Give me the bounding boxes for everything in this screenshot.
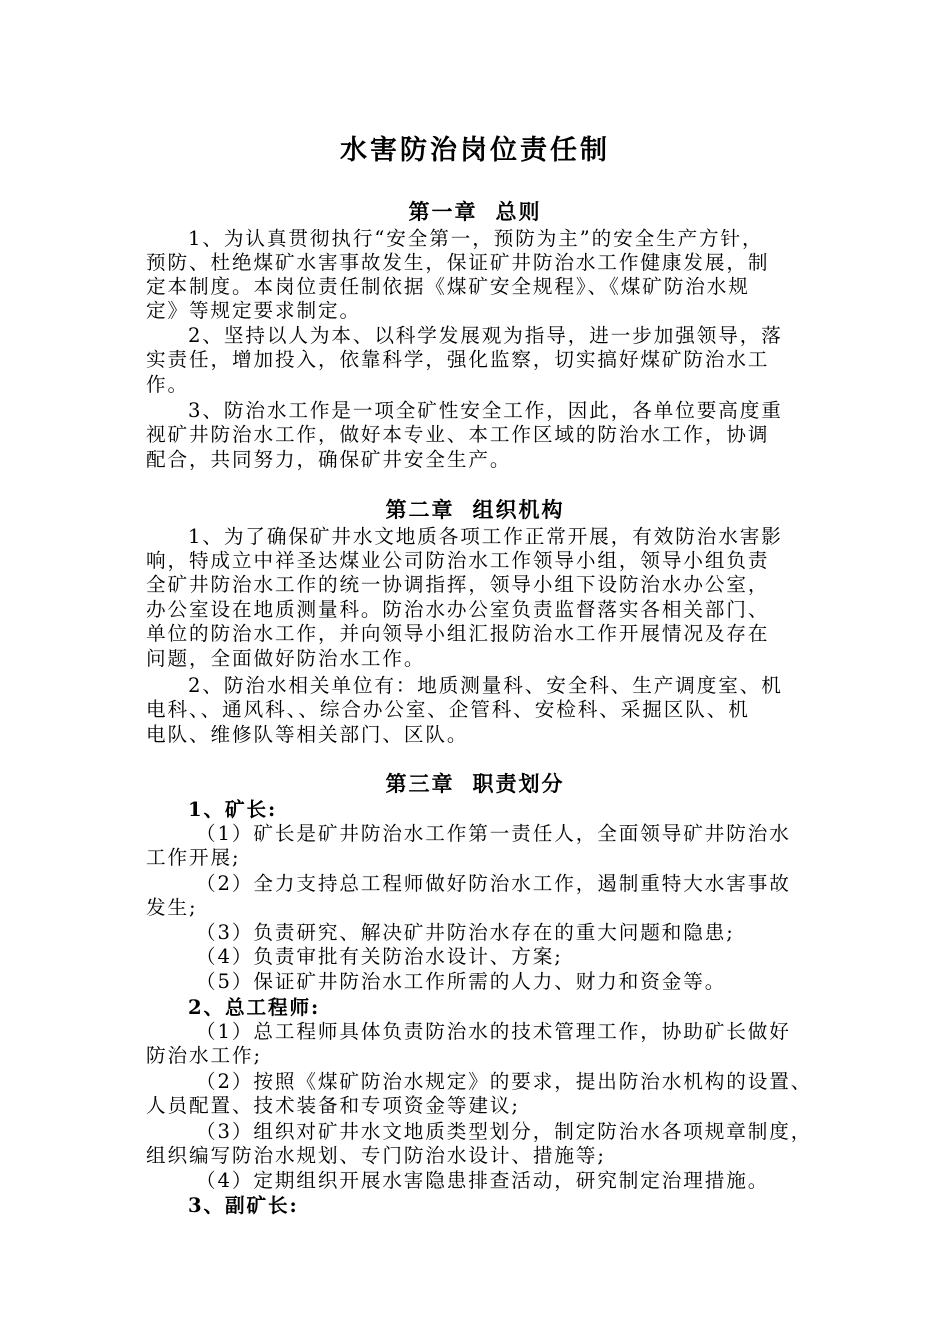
paragraph-line: （2）按照《煤矿防治水规定》的要求，提出防治水机构的设置、 bbox=[196, 1070, 813, 1093]
chapter-name: 职责划分 bbox=[472, 771, 565, 796]
chapter-number: 第一章 bbox=[408, 199, 478, 224]
paragraph-line: 实责任，增加投入，依靠科学，强化监察，切实搞好煤矿防治水工 bbox=[146, 348, 770, 371]
paragraph-line: （1）矿长是矿井防治水工作第一责任人，全面领导矿井防治水 bbox=[196, 822, 791, 845]
paragraph-line: 配合，共同努力，确保矿井安全生产。 bbox=[146, 448, 512, 471]
paragraph-line: 单位的防治水工作，并向领导小组汇报防治水工作开展情况及存在 bbox=[146, 622, 770, 645]
paragraph-line: 3、防治水工作是一项全矿性安全工作，因此，各单位要高度重 bbox=[188, 399, 783, 422]
paragraph-line: 响，特成立中祥圣达煤业公司防治水工作领导小组，领导小组负责 bbox=[146, 549, 770, 572]
paragraph-line: 电科、、通风科、、综合办公室、企管科、安检科、采掘区队、机 bbox=[146, 698, 750, 721]
paragraph-line: （1）总工程师具体负责防治水的技术管理工作，协助矿长做好 bbox=[196, 1020, 791, 1043]
paragraph-line: 1、为认真贯彻执行“安全第一，预防为主”的安全生产方针， bbox=[188, 227, 764, 250]
chapter-heading-2 bbox=[0, 497, 950, 523]
chapter-number: 第三章 bbox=[385, 771, 455, 796]
paragraph-line: 2、防治水相关单位有：地质测量科、安全科、生产调度室、机 bbox=[188, 674, 783, 697]
chapter-heading-1 bbox=[0, 199, 950, 225]
subsection-heading: 2、总工程师: bbox=[188, 996, 321, 1019]
paragraph-line: 组织编写防治水规划、专门防治水设计、措施等; bbox=[146, 1144, 606, 1167]
paragraph-line: 问题，全面做好防治水工作。 bbox=[146, 647, 426, 670]
paragraph-line: （4）负责审批有关防治水设计、方案; bbox=[196, 945, 563, 968]
paragraph-line: 1、为了确保矿井水文地质各项工作正常开展，有效防治水害影 bbox=[188, 525, 783, 548]
paragraph-line: 电队、维修队等相关部门、区队。 bbox=[146, 723, 469, 746]
paragraph-line: 定本制度。本岗位责任制依据《煤矿安全规程》、《煤矿防治水规 bbox=[146, 275, 750, 298]
paragraph-line: 人员配置、技术装备和专项资金等建议; bbox=[146, 1094, 520, 1117]
paragraph-line: （3）负责研究、解决矿井防治水存在的重大问题和隐患; bbox=[196, 921, 735, 944]
paragraph-line: 作。 bbox=[146, 373, 189, 396]
paragraph-line: （5）保证矿井防治水工作所需的人力、财力和资金等。 bbox=[196, 970, 727, 993]
chapter-number: 第二章 bbox=[385, 497, 455, 522]
chapter-name: 组织机构 bbox=[472, 497, 565, 522]
paragraph-line: 视矿井防治水工作，做好本专业、本工作区域的防治水工作，协调 bbox=[146, 423, 770, 446]
paragraph-line: 定》等规定要求制定。 bbox=[146, 299, 361, 322]
paragraph-line: 发生; bbox=[146, 896, 198, 919]
subsection-heading: 3、副矿长: bbox=[188, 1194, 299, 1217]
document-title: 水害防治岗位责任制 bbox=[340, 135, 610, 166]
paragraph-line: 全矿井防治水工作的统一协调指挥，领导小组下设防治水办公室， bbox=[146, 573, 770, 596]
paragraph-line: 防治水工作; bbox=[146, 1044, 262, 1067]
paragraph-line: 办公室设在地质测量科。防治水办公室负责监督落实各相关部门、 bbox=[146, 598, 770, 621]
subsection-heading: 1、矿长: bbox=[188, 798, 278, 821]
paragraph-line: 2、坚持以人为本、以科学发展观为指导，进一步加强领导，落 bbox=[188, 324, 783, 347]
paragraph-line: （2）全力支持总工程师做好防治水工作，遏制重特大水害事故 bbox=[196, 872, 791, 895]
chapter-name: 总则 bbox=[495, 199, 542, 224]
paragraph-line: 预防、杜绝煤矿水害事故发生，保证矿井防治水工作健康发展，制 bbox=[146, 251, 770, 274]
paragraph-line: （3）组织对矿井水文地质类型划分，制定防治水各项规章制度， bbox=[196, 1120, 813, 1143]
chapter-heading-3 bbox=[0, 771, 950, 797]
paragraph-line: 工作开展; bbox=[146, 846, 241, 869]
paragraph-line: （4）定期组织开展水害隐患排查活动，研究制定治理措施。 bbox=[196, 1169, 770, 1192]
